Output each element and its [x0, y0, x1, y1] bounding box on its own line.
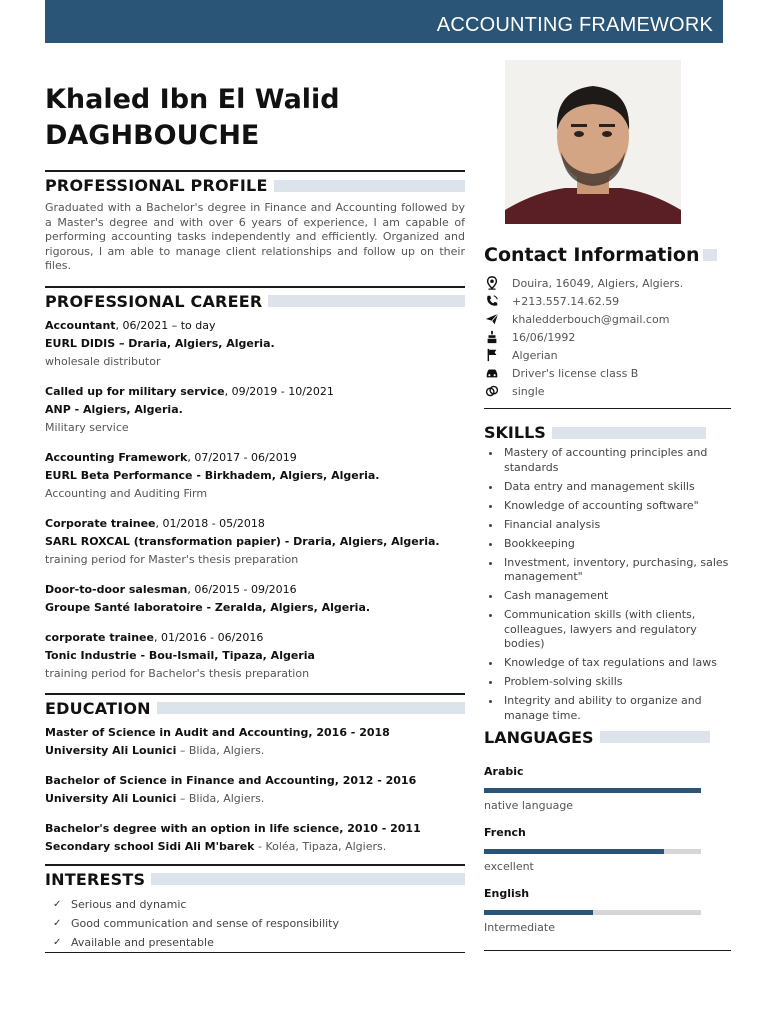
section-divider [484, 950, 731, 951]
skill-item: • Mastery of accounting principles and standards [502, 446, 731, 475]
language-item-french [484, 826, 731, 873]
career-list [45, 317, 465, 683]
career-company: EURL DIDIS – Draria, Algiers, Algeria. [45, 336, 275, 350]
skill-item: • Knowledge of tax regulations and laws [502, 656, 731, 671]
skill-item: • Knowledge of accounting software" [502, 499, 731, 514]
career-company: Groupe Santé laboratoire - Zeralda, Algiers, Algeria. [45, 600, 371, 614]
contact-item-marital [484, 382, 731, 400]
section-divider [45, 952, 465, 953]
skill-item: • Communication skills (with clients, colleagues, lawyers and regulatory bodies) [502, 608, 731, 652]
contact-item-birthdate [484, 328, 731, 346]
interest-label: Available and presentable [71, 935, 214, 949]
career-company: Tonic Industrie - Bou-Ismail, Tipaza, Algeria [45, 648, 315, 662]
contact-item-phone [484, 292, 731, 310]
contact-marital-status: single [512, 384, 545, 398]
language-item-english [484, 887, 731, 934]
education-entry [45, 772, 465, 808]
interests-section-header [45, 864, 465, 889]
career-company: SARL ROXCAL (transformation papier) - Draria, Algiers, Algeria. [45, 534, 440, 548]
language-name: French [484, 825, 526, 839]
location-pin-icon [484, 276, 500, 290]
candidate-last-name: DAGHBOUCHE [45, 120, 260, 151]
education-heading: EDUCATION [45, 698, 151, 718]
car-icon [484, 366, 500, 380]
profile-photo [505, 60, 681, 224]
contact-list [484, 274, 731, 400]
profile-heading: PROFESSIONAL PROFILE [45, 176, 268, 195]
education-degree: Bachelor's degree with an option in life science, 2010 - 2011 [45, 821, 421, 835]
language-proficiency-bar [484, 849, 701, 854]
right-column [484, 60, 731, 951]
language-proficiency-bar [484, 910, 701, 915]
contact-email[interactable]: khaledderbouch@gmail.com [512, 312, 670, 326]
header-banner [45, 0, 723, 43]
heading-accent-bar [151, 873, 465, 885]
skill-item: • Integrity and ability to organize and manage time. [502, 694, 731, 723]
portrait-illustration [505, 60, 681, 224]
career-description: training period for Bachelor's thesis preparation [45, 666, 310, 680]
career-company: EURL Beta Performance - Birkhadem, Algiers, Algeria. [45, 468, 380, 482]
career-dates: , 09/2019 - 10/2021 [224, 384, 334, 398]
heading-accent-bar [703, 249, 717, 261]
banner-title: ACCOUNTING FRAMEWORK [436, 14, 713, 36]
career-description: wholesale distributor [45, 354, 161, 368]
heading-accent-bar [552, 427, 706, 439]
contact-heading: Contact Information [484, 244, 700, 266]
career-entry [45, 317, 465, 371]
contact-item-address [484, 274, 731, 292]
skill-item: • Data entry and management skills [502, 480, 731, 495]
education-location: – Blida, Algiers. [176, 743, 265, 757]
rings-icon [484, 384, 500, 398]
education-school: University Ali Lounici [45, 791, 177, 805]
career-role: Accounting Framework [45, 450, 188, 464]
candidate-name [45, 82, 465, 154]
language-level: native language [484, 798, 574, 812]
heading-accent-bar [268, 295, 465, 307]
interest-item [45, 914, 465, 933]
career-role: Corporate trainee [45, 516, 156, 530]
language-item-arabic [484, 765, 731, 812]
interest-label: Good communication and sense of responsibility [71, 916, 340, 930]
career-description: Military service [45, 420, 129, 434]
skills-section-header [484, 423, 731, 442]
career-description: Accounting and Auditing Firm [45, 486, 208, 500]
contact-section-header [484, 244, 731, 266]
career-company: ANP - Algiers, Algeria. [45, 402, 183, 416]
interest-item [45, 933, 465, 952]
contact-item-email [484, 310, 731, 328]
education-school: University Ali Lounici [45, 743, 177, 757]
interest-item [45, 895, 465, 914]
birthday-cake-icon [484, 330, 500, 344]
language-level: Intermediate [484, 920, 555, 934]
language-name: Arabic [484, 764, 524, 778]
education-location: - Koléa, Tipaza, Algiers. [254, 839, 387, 853]
career-dates: , 01/2016 - 06/2016 [153, 630, 264, 644]
career-entry [45, 629, 465, 683]
check-icon: ✓ [53, 936, 62, 948]
career-description: training period for Master's thesis preparation [45, 552, 299, 566]
languages-heading: LANGUAGES [484, 727, 594, 747]
language-name: English [484, 886, 530, 900]
career-entry [45, 449, 465, 503]
contact-birthdate: 16/06/1992 [512, 330, 576, 344]
career-dates: , 06/2015 - 09/2016 [187, 582, 297, 596]
candidate-first-name: Khaled Ibn El Walid [45, 84, 340, 115]
education-entry [45, 724, 465, 760]
skill-item: • Investment, inventory, purchasing, sales management" [502, 556, 731, 585]
contact-item-license [484, 364, 731, 382]
interests-list [45, 895, 465, 952]
education-entry [45, 820, 465, 856]
career-entry [45, 515, 465, 569]
send-icon [484, 312, 500, 326]
education-section-header [45, 693, 465, 718]
interests-heading: INTERESTS [45, 869, 146, 889]
language-proficiency-fill [484, 788, 701, 793]
heading-accent-bar [600, 731, 710, 743]
contact-phone: +213.557.14.62.59 [512, 294, 620, 308]
career-dates: , 01/2018 - 05/2018 [155, 516, 265, 530]
profile-section-header [45, 170, 465, 195]
heading-accent-bar [157, 702, 465, 714]
language-proficiency-fill [484, 910, 593, 915]
skill-item: • Cash management [502, 589, 731, 604]
education-degree: Bachelor of Science in Finance and Accounting, 2012 - 2016 [45, 773, 417, 787]
section-divider [484, 408, 731, 409]
career-entry [45, 581, 465, 617]
career-role: Accountant [45, 318, 116, 332]
interest-label: Serious and dynamic [71, 897, 187, 911]
skill-item: • Problem-solving skills [502, 675, 731, 690]
contact-nationality: Algerian [512, 348, 558, 362]
skill-item: • Bookkeeping [502, 537, 731, 552]
profile-summary: Graduated with a Bachelor's degree in Finance and Accounting followed by a Master's degree and with over 6 years of experience, I am capable of performing accounting tasks independently and efficiently. Organized and rigorous, I am able to manage client relationships and follow up on their files. [45, 201, 465, 272]
skills-list [484, 446, 731, 723]
career-heading: PROFESSIONAL CAREER [45, 291, 263, 311]
career-entry [45, 383, 465, 437]
skills-heading: SKILLS [484, 423, 546, 442]
career-dates: , 06/2021 – to day [115, 318, 216, 332]
education-list [45, 724, 465, 856]
contact-license: Driver's license class B [512, 366, 639, 380]
language-level: excellent [484, 859, 534, 873]
language-proficiency-bar [484, 788, 701, 793]
career-role: Called up for military service [45, 384, 225, 398]
education-degree: Master of Science in Audit and Accounting, 2016 - 2018 [45, 725, 390, 739]
career-section-header [45, 286, 465, 311]
languages-section-header [484, 728, 731, 747]
check-icon: ✓ [53, 898, 62, 910]
career-dates: , 07/2017 - 06/2019 [187, 450, 297, 464]
phone-icon [484, 294, 500, 308]
heading-accent-bar [274, 180, 465, 192]
flag-icon [484, 348, 500, 362]
contact-item-nationality [484, 346, 731, 364]
left-column [45, 82, 465, 953]
education-location: – Blida, Algiers. [176, 791, 265, 805]
career-role: Door-to-door salesman [45, 582, 188, 596]
skill-item: • Financial analysis [502, 518, 731, 533]
career-role: corporate trainee [45, 630, 154, 644]
language-proficiency-fill [484, 849, 664, 854]
contact-address: Douira, 16049, Algiers, Algiers. [512, 276, 684, 290]
check-icon: ✓ [53, 917, 62, 929]
education-school: Secondary school Sidi Ali M'barek [45, 839, 255, 853]
